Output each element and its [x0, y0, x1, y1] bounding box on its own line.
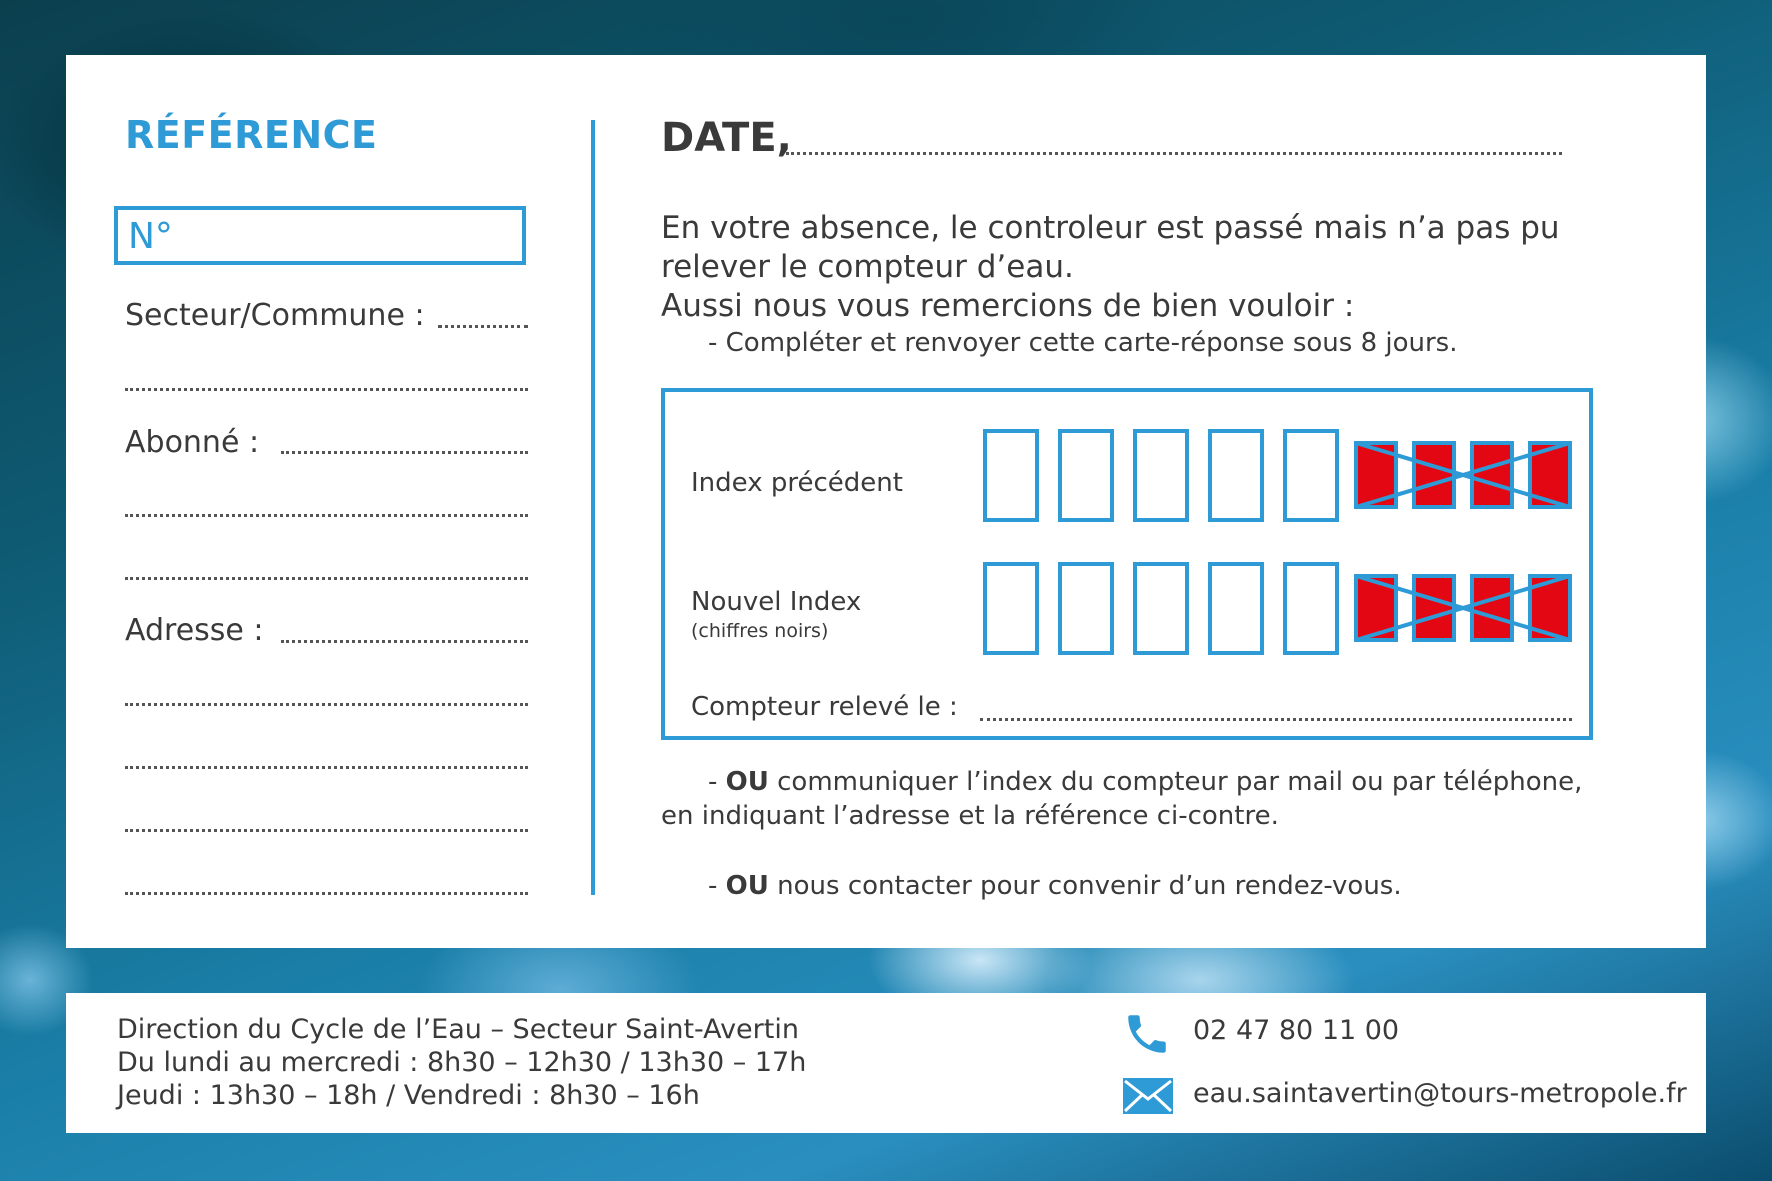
footer-email[interactable]: eau.saintavertin@tours-metropole.fr: [1193, 1078, 1687, 1109]
date-label: DATE,: [661, 115, 792, 161]
intro-line-1: En votre absence, le controleur est passé mais n’a pas pu: [661, 210, 1560, 246]
index-new-note: (chiffres noirs): [691, 620, 829, 642]
option-mail-phone-or: OU: [725, 767, 769, 797]
adresse-field[interactable]: [281, 640, 528, 643]
reading-date-label: Compteur relevé le :: [691, 692, 958, 722]
secteur-commune-field[interactable]: [438, 325, 528, 328]
index-previous-digit-5[interactable]: [1283, 429, 1339, 522]
option-appointment-prefix: -: [708, 871, 726, 901]
adresse-field-line2[interactable]: [125, 703, 528, 706]
abonne-field[interactable]: [281, 451, 528, 454]
index-new-digit-2[interactable]: [1058, 562, 1114, 655]
index-previous-decimals-crossed: [1354, 441, 1572, 511]
envelope-icon: [1122, 1077, 1174, 1115]
option-appointment-or: OU: [725, 871, 769, 901]
index-new-digit-5[interactable]: [1283, 562, 1339, 655]
footer-hours-thursday-friday: Jeudi : 13h30 – 18h / Vendredi : 8h30 – 16h: [117, 1080, 700, 1111]
index-previous-digit-3[interactable]: [1133, 429, 1189, 522]
option-appointment-text: nous contacter pour convenir d’un rendez-vous.: [768, 871, 1402, 901]
phone-icon: [1122, 1009, 1172, 1059]
option-mail-phone-text: communiquer l’index du compteur par mail ou par téléphone,: [768, 767, 1583, 797]
date-field[interactable]: [786, 152, 1562, 155]
intro-line-2: relever le compteur d’eau.: [661, 249, 1074, 285]
index-previous-digit-4[interactable]: [1208, 429, 1264, 522]
adresse-field-line4[interactable]: [125, 829, 528, 832]
option-mail-phone-prefix: -: [708, 767, 726, 797]
adresse-field-line3[interactable]: [125, 766, 528, 769]
index-previous-label: Index précédent: [691, 468, 903, 498]
option-return-card: - Compléter et renvoyer cette carte-réponse sous 8 jours.: [708, 328, 1458, 358]
index-new-digit-4[interactable]: [1208, 562, 1264, 655]
adresse-field-line5[interactable]: [125, 892, 528, 895]
secteur-commune-label: Secteur/Commune :: [125, 298, 425, 333]
option-mail-phone-line2: en indiquant l’adresse et la référence ci-contre.: [661, 801, 1279, 831]
abonne-label: Abonné :: [125, 425, 260, 460]
index-previous-digit-2[interactable]: [1058, 429, 1114, 522]
secteur-commune-field-line2[interactable]: [125, 388, 528, 391]
reference-number-label: N°: [128, 216, 173, 257]
index-new-decimals-crossed: [1354, 574, 1572, 644]
reference-number-field[interactable]: [114, 206, 526, 265]
index-new-digit-3[interactable]: [1133, 562, 1189, 655]
adresse-label: Adresse :: [125, 613, 264, 648]
reading-date-field[interactable]: [980, 718, 1572, 721]
reference-title: RÉFÉRENCE: [125, 113, 378, 157]
reply-card: [66, 55, 1706, 948]
footer-phone[interactable]: 02 47 80 11 00: [1193, 1015, 1400, 1046]
abonne-field-line2[interactable]: [125, 514, 528, 517]
index-new-label: Nouvel Index: [691, 587, 862, 617]
meter-index-panel: [661, 388, 1593, 740]
contact-footer: [66, 993, 1706, 1133]
footer-department: Direction du Cycle de l’Eau – Secteur Saint-Avertin: [117, 1014, 799, 1045]
abonne-field-line3[interactable]: [125, 577, 528, 580]
option-mail-phone: [708, 767, 1582, 797]
intro-line-3: Aussi nous vous remercions de bien vouloir :: [661, 288, 1355, 324]
index-new-digit-1[interactable]: [983, 562, 1039, 655]
index-previous-digit-1[interactable]: [983, 429, 1039, 522]
column-divider: [591, 120, 595, 895]
option-appointment: [708, 871, 1402, 901]
footer-hours-weekdays: Du lundi au mercredi : 8h30 – 12h30 / 13h30 – 17h: [117, 1047, 807, 1078]
